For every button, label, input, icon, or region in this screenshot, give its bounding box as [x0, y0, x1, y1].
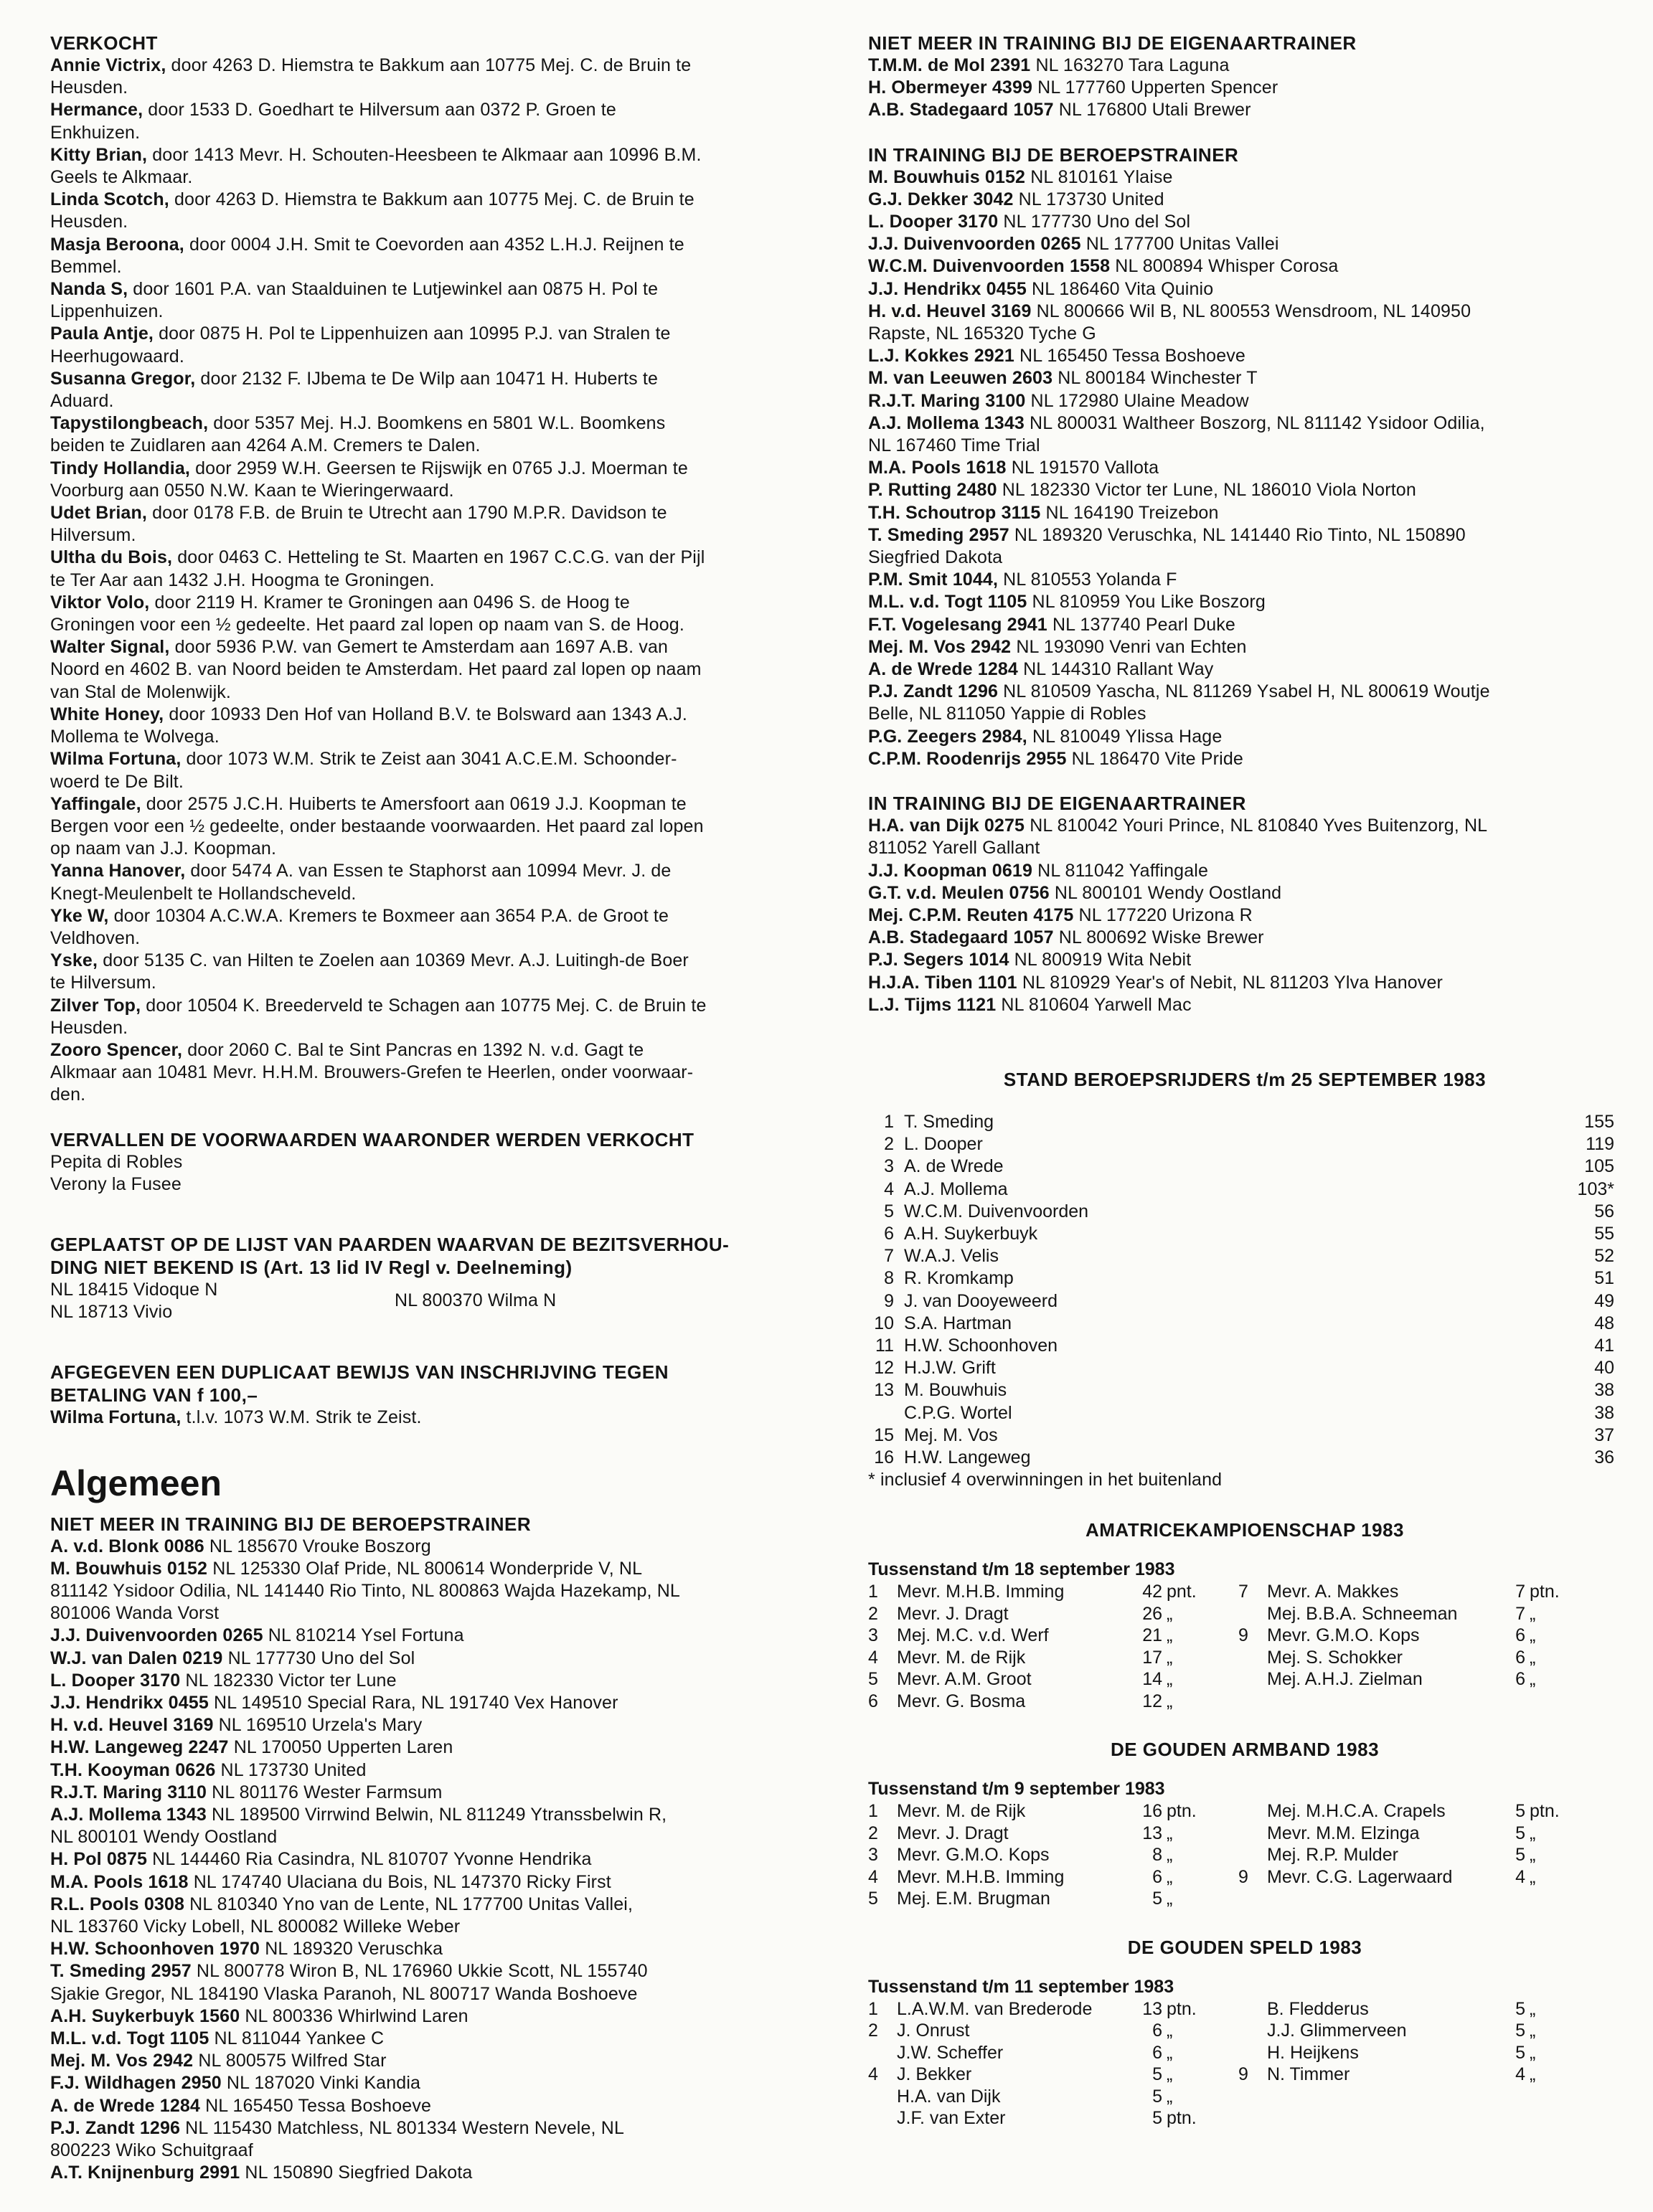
entry-line: Voorburg aan 0550 N.W. Kaan te Wieringerwaard.	[50, 480, 454, 501]
section-heading: VERVALLEN DE VOORWAARDEN WAARONDER WERDEN VERKOCHT	[50, 1128, 694, 1150]
entry-line: R.J.T. Maring 3100 NL 172980 Ulaine Meadow	[868, 390, 1249, 411]
entry-line: A.J. Mollema 1343 NL 800031 Waltheer Boszorg, NL 811142 Ysidoor Odilia,	[868, 412, 1485, 433]
standings-row: 4 A.J. Mollema 103*	[884, 1178, 1614, 1199]
ranking-row: J.W. Scheffer 6 „ H. Heijkens 5 „	[897, 2042, 1536, 2063]
entry-line: R.L. Pools 0308 NL 810340 Yno van de Lente, NL 177700 Unitas Vallei,	[50, 1894, 634, 1914]
entry-line: woerd te De Bilt.	[50, 771, 184, 792]
bezit-section	[50, 1233, 811, 1323]
entry-line: H.J.A. Tiben 1101 NL 810929 Year's of Nebit, NL 811203 Ylva Hanover	[868, 972, 1443, 993]
entry-line: Mej. C.P.M. Reuten 4175 NL 177220 Urizona R	[868, 904, 1253, 925]
entry-line: Belle, NL 811050 Yappie di Robles	[868, 704, 1146, 724]
standings-row: 6 A.H. Suykerbuyk 55	[884, 1223, 1614, 1244]
armband-subtitle: Tussenstand t/m 9 september 1983	[868, 1779, 1165, 1800]
entry-line: Sjakie Gregor, NL 184190 Vlaska Paranoh, NL 800717 Wanda Boshoeve	[50, 1983, 638, 2004]
entry-line: Kitty Brian, door 1413 Mevr. H. Schouten-Heesbeen te Alkmaar aan 10996 B.M.	[50, 144, 702, 165]
entry-line: A.B. Stadegaard 1057 NL 176800 Utali Brewer	[868, 100, 1251, 120]
entry-line: H. Obermeyer 4399 NL 177760 Upperten Spencer	[868, 77, 1278, 98]
entry-line: Geels te Alkmaar.	[50, 167, 193, 188]
entry-line: 800223 Wiko Schuitgraaf	[50, 2140, 253, 2161]
ranking-row: 5 Mej. E.M. Brugman 5 „	[868, 1889, 1173, 1909]
entry-line: M.L. v.d. Togt 1105 NL 811044 Yankee C	[50, 2028, 385, 2049]
entry-line: Veldhoven.	[50, 927, 141, 948]
right-column	[868, 32, 1621, 2130]
bezit-entry: NL 18713 Vivio	[50, 1302, 173, 1323]
entry-line: Bergen voor een ½ gedeelte, onder bestaande voorwaarden. Het paard zal lopen	[50, 816, 704, 836]
left-column	[50, 32, 811, 2184]
bezit-entry: NL 800370 Wilma N	[395, 1290, 557, 1310]
right-sections	[868, 32, 1621, 1016]
standings-row: C.P.G. Wortel 38	[904, 1402, 1614, 1423]
ranking-row: 3 Mej. M.C. v.d. Werf 21 „ 9 Mevr. G.M.O. Kops 6 „	[868, 1625, 1536, 1646]
entry-line: M.A. Pools 1618 NL 191570 Vallota	[868, 458, 1159, 478]
entry-line: op naam van J.J. Koopman.	[50, 838, 277, 859]
entry-line: Mollema te Wolvega.	[50, 727, 220, 747]
entry-line: Annie Victrix, door 4263 D. Hiemstra te Bakkum aan 10775 Mej. C. de Bruin te	[50, 55, 692, 75]
ranking-row: 2 Mevr. J. Dragt 13 „ Mevr. M.M. Elzinga 5 „	[868, 1823, 1536, 1843]
entry-line: 811052 Yarell Gallant	[868, 838, 1040, 859]
entry-line: te Hilversum.	[50, 973, 156, 993]
entry-line: Verony la Fusee	[50, 1173, 182, 1194]
entry-line: NL 183760 Vicky Lobell, NL 800082 Willeke Weber	[50, 1916, 461, 1937]
entry-line: W.J. van Dalen 0219 NL 177730 Uno del Sol	[50, 1648, 415, 1668]
entry-line: W.C.M. Duivenvoorden 1558 NL 800894 Whisper Corosa	[868, 256, 1339, 277]
entry-line: T. Smeding 2957 NL 800778 Wiron B, NL 176960 Ukkie Scott, NL 155740	[50, 1961, 648, 1982]
ranking-row: 6 Mevr. G. Bosma 12 „	[868, 1691, 1173, 1711]
entry-line: P.J. Zandt 1296 NL 115430 Matchless, NL 801334 Western Nevele, NL	[50, 2117, 624, 2138]
entry-line: Yske, door 5135 C. van Hilten te Zoelen aan 10369 Mevr. A.J. Luitingh-de Boer	[50, 950, 689, 971]
armband-title: DE GOUDEN ARMBAND 1983	[1110, 1739, 1380, 1761]
section-heading: NIET MEER IN TRAINING BIJ DE BEROEPSTRAINER	[50, 1513, 532, 1535]
entry-line: Viktor Volo, door 2119 H. Kramer te Groningen aan 0496 S. de Hoog te	[50, 592, 630, 613]
entry-line: Heerhugowaard.	[50, 346, 184, 367]
entry-line: L.J. Tijms 1121 NL 810604 Yarwell Mac	[868, 994, 1192, 1015]
bezit-entry: NL 18415 Vidoque N	[50, 1279, 218, 1300]
entry-line: 811142 Ysidoor Odilia, NL 141440 Rio Tinto, NL 800863 Wajda Hazekamp, NL	[50, 1580, 680, 1601]
ranking-row: J.F. van Exter 5 ptn.	[897, 2108, 1197, 2129]
entry-line: Heusden.	[50, 77, 128, 98]
standings-row: 12 H.J.W. Grift 40	[874, 1358, 1614, 1379]
armband-section	[868, 1738, 1621, 1910]
ranking-row: 4 J. Bekker 5 „ 9 N. Timmer 4 „	[868, 2064, 1536, 2085]
entry-line: T.H. Schoutrop 3115 NL 164190 Treizebon	[868, 502, 1219, 523]
entry-line: Udet Brian, door 0178 F.B. de Bruin te Utrecht aan 1790 M.P.R. Davidson te	[50, 503, 667, 524]
entry-line: J.J. Duivenvoorden 0265 NL 810214 Ysel Fortuna	[50, 1625, 464, 1646]
entry-line: T.M.M. de Mol 2391 NL 163270 Tara Laguna	[868, 55, 1230, 75]
standings-row: 9 J. van Dooyeweerd 49	[884, 1290, 1614, 1311]
section-heading: IN TRAINING BIJ DE BEROEPSTRAINER	[868, 143, 1239, 166]
speld-section	[868, 1936, 1621, 2130]
stand-section	[868, 1068, 1621, 1491]
entry-line: Linda Scotch, door 4263 D. Hiemstra te Bakkum aan 10775 Mej. C. de Bruin te	[50, 189, 694, 210]
entry-line: M. Bouwhuis 0152 NL 810161 Ylaise	[868, 166, 1173, 187]
entry-line: M. van Leeuwen 2603 NL 800184 Winchester T	[868, 368, 1258, 389]
entry-line: P. Rutting 2480 NL 182330 Victor ter Lune, NL 186010 Viola Norton	[868, 480, 1416, 501]
standings-row: 2 L. Dooper 119	[884, 1134, 1614, 1155]
standings-row: 3 A. de Wrede 105	[884, 1156, 1614, 1177]
entry-line: A. de Wrede 1284 NL 144310 Rallant Way	[868, 659, 1214, 680]
speld-title: DE GOUDEN SPELD 1983	[1127, 1936, 1362, 1958]
ranking-row: 5 Mevr. A.M. Groot 14 „ Mej. A.H.J. Zielman 6 „	[868, 1669, 1536, 1690]
duplicaat-section	[50, 1361, 811, 1429]
entry-line: Yaffingale, door 2575 J.C.H. Huiberts te Amersfoort aan 0619 J.J. Koopman te	[50, 793, 687, 814]
entry-line: Heusden.	[50, 212, 128, 232]
ranking-row: 1 Mevr. M.H.B. Imming 42 pnt. 7 Mevr. A. Makkes 7 ptn.	[868, 1582, 1560, 1602]
entry-line: J.J. Duivenvoorden 0265 NL 177700 Unitas Vallei	[868, 234, 1279, 255]
entry-line: beiden te Zuidlaren aan 4264 A.M. Cremers te Dalen.	[50, 435, 481, 456]
entry-line: P.G. Zeegers 2984, NL 810049 Ylissa Hage	[868, 726, 1223, 747]
entry-line: Masja Beroona, door 0004 J.H. Smit te Coevorden aan 4352 L.H.J. Reijnen te	[50, 234, 684, 255]
entry-line: P.J. Segers 1014 NL 800919 Wita Nebit	[868, 950, 1192, 970]
entry-line: P.M. Smit 1044, NL 810553 Yolanda F	[868, 569, 1177, 590]
section	[868, 143, 1621, 770]
section-heading: BETALING VAN f 100,–	[50, 1384, 258, 1407]
entry-line: Pepita di Robles	[50, 1151, 183, 1172]
entry-line: Aduard.	[50, 391, 114, 412]
entry-line: L. Dooper 3170 NL 177730 Uno del Sol	[868, 212, 1191, 232]
entry-line: den.	[50, 1084, 86, 1105]
entry-line: Groningen voor een ½ gedeelte. Het paard zal lopen op naam van S. de Hoog.	[50, 615, 684, 635]
algemeen-title: Algemeen	[50, 1462, 222, 1503]
section-heading: IN TRAINING BIJ DE EIGENAARTRAINER	[868, 793, 1246, 815]
entry-line: Zooro Spencer, door 2060 C. Bal te Sint Pancras en 1392 N. v.d. Gagt te	[50, 1039, 644, 1060]
entry-line: Tindy Hollandia, door 2959 W.H. Geersen te Rijswijk en 0765 J.J. Moerman te	[50, 458, 688, 478]
stand-title: STAND BEROEPSRIJDERS t/m 25 SEPTEMBER 1983	[1003, 1068, 1487, 1090]
ranking-row: H.A. van Dijk 5 „	[897, 2086, 1173, 2107]
standings-row: 16 H.W. Langeweg 36	[874, 1447, 1614, 1467]
standings-row: 15 Mej. M. Vos 37	[874, 1424, 1614, 1445]
entry-line: H.W. Langeweg 2247 NL 170050 Upperten Laren	[50, 1737, 453, 1758]
section-heading: VERKOCHT	[50, 32, 158, 54]
entry-line: Siegfried Dakota	[868, 547, 1003, 568]
entry-line: Enkhuizen.	[50, 122, 141, 143]
entry-line: A.T. Knijnenburg 2991 NL 150890 Siegfried Dakota	[50, 2163, 473, 2183]
entry-line: Zilver Top, door 10504 K. Breederveld te Schagen aan 10775 Mej. C. de Bruin te	[50, 995, 707, 1016]
entry-line: Knegt-Meulenbelt te Hollandscheveld.	[50, 883, 357, 904]
entry-line: Wilma Fortuna, door 1073 W.M. Strik te Zeist aan 3041 A.C.E.M. Schoonder-	[50, 749, 677, 770]
entry-line: Hermance, door 1533 D. Goedhart te Hilversum aan 0372 P. Groen te	[50, 100, 616, 120]
ranking-row: 1 L.A.W.M. van Brederode 13 ptn. B. Fledderus 5 „	[868, 1998, 1536, 2019]
amatrice-title: AMATRICEKAMPIOENSCHAP 1983	[1085, 1519, 1404, 1541]
entry-line: P.J. Zandt 1296 NL 810509 Yascha, NL 811269 Ysabel H, NL 800619 Woutje	[868, 681, 1490, 702]
entry-line: J.J. Hendrikx 0455 NL 149510 Special Rara, NL 191740 Vex Hanover	[50, 1692, 618, 1713]
entry-line: R.J.T. Maring 3110 NL 801176 Wester Farmsum	[50, 1782, 443, 1802]
standings-row: 5 W.C.M. Duivenvoorden 56	[884, 1201, 1614, 1221]
entry-line: Rapste, NL 165320 Tyche G	[868, 323, 1096, 344]
entry-line: Alkmaar aan 10481 Mevr. H.H.M. Brouwers-Grefen te Heerlen, onder voorwaar-	[50, 1062, 694, 1083]
entry-line: C.P.M. Roodenrijs 2955 NL 186470 Vite Pride	[868, 748, 1243, 769]
section	[868, 792, 1621, 1016]
entry-line: F.T. Vogelesang 2941 NL 137740 Pearl Duke	[868, 614, 1235, 635]
entry-line: te Ter Aar aan 1432 J.H. Hoogma te Groningen.	[50, 569, 435, 590]
entry-line: Noord en 4602 B. van Noord beiden te Amsterdam. Het paard zal lopen op naam	[50, 659, 702, 680]
entry-line: Lippenhuizen.	[50, 301, 164, 322]
entry-line: 801006 Wanda Vorst	[50, 1603, 220, 1624]
entry-line: H.A. van Dijk 0275 NL 810042 Youri Prince, NL 810840 Yves Buitenzorg, NL	[868, 816, 1488, 836]
entry-line: Hilversum.	[50, 525, 136, 546]
entry-line: G.T. v.d. Meulen 0756 NL 800101 Wendy Oostland	[868, 882, 1282, 903]
entry-line: M.A. Pools 1618 NL 174740 Ulaciana du Bois, NL 147370 Ricky First	[50, 1871, 611, 1892]
speld-subtitle: Tussenstand t/m 11 september 1983	[868, 1976, 1174, 1997]
ranking-row: 2 Mevr. J. Dragt 26 „ Mej. B.B.A. Schneeman 7 „	[868, 1603, 1536, 1624]
entry-line: NL 800101 Wendy Oostland	[50, 1827, 278, 1848]
section-heading: GEPLAATST OP DE LIJST VAN PAARDEN WAARVAN DE BEZITSVERHOU-	[50, 1233, 730, 1255]
entry-line: J.J. Koopman 0619 NL 811042 Yaffingale	[868, 860, 1209, 881]
standings-row: 1 T. Smeding 155	[884, 1111, 1614, 1132]
entry-line: L.J. Kokkes 2921 NL 165450 Tessa Boshoeve	[868, 346, 1245, 367]
entry-line: Yke W, door 10304 A.C.W.A. Kremers te Boxmeer aan 3654 P.A. de Groot te	[50, 905, 669, 926]
entry-line: Paula Antje, door 0875 H. Pol te Lippenhuizen aan 10995 P.J. van Stralen te	[50, 323, 671, 344]
entry-line: J.J. Hendrikx 0455 NL 186460 Vita Quinio	[868, 278, 1214, 299]
entry-line: A.B. Stadegaard 1057 NL 800692 Wiske Brewer	[868, 927, 1264, 948]
standings-row: 13 M. Bouwhuis 38	[874, 1380, 1614, 1401]
entry-line: Mej. M. Vos 2942 NL 193090 Venri van Echten	[868, 636, 1247, 657]
entry-line: Ultha du Bois, door 0463 C. Hetteling te St. Maarten en 1967 C.C.G. van der Pijl	[50, 547, 705, 568]
entry-line: T. Smeding 2957 NL 189320 Veruschka, NL 141440 Rio Tinto, NL 150890	[868, 524, 1466, 545]
algemeen-section	[50, 1513, 811, 2185]
ranking-row: 4 Mevr. M. de Rijk 17 „ Mej. S. Schokker 6 „	[868, 1647, 1536, 1668]
entry-line: Walter Signal, door 5936 P.W. van Gemert te Amsterdam aan 1697 A.B. van	[50, 637, 669, 658]
entry-line: L. Dooper 3170 NL 182330 Victor ter Lune	[50, 1670, 397, 1691]
ranking-row: 3 Mevr. G.M.O. Kops 8 „ Mej. R.P. Mulder 5 „	[868, 1845, 1536, 1866]
entry-line: Yanna Hanover, door 5474 A. van Essen te Staphorst aan 10994 Mevr. J. de	[50, 861, 672, 882]
entry-line: Tapystilongbeach, door 5357 Mej. H.J. Boomkens en 5801 W.L. Boomkens	[50, 413, 666, 434]
ranking-row: 1 Mevr. M. de Rijk 16 ptn. Mej. M.H.C.A. Crapels 5 ptn.	[868, 1801, 1560, 1822]
entry-line: A. v.d. Blonk 0086 NL 185670 Vrouke Boszorg	[50, 1536, 431, 1556]
entry-line: Susanna Gregor, door 2132 F. IJbema te De Wilp aan 10471 H. Huberts te	[50, 368, 659, 389]
entry-line: F.J. Wildhagen 2950 NL 187020 Vinki Kandia	[50, 2073, 421, 2094]
duplicaat-entry: Wilma Fortuna, t.l.v. 1073 W.M. Strik te Zeist.	[50, 1407, 422, 1428]
entry-line: Mej. M. Vos 2942 NL 800575 Wilfred Star	[50, 2051, 387, 2071]
standings-row: 8 R. Kromkamp 51	[884, 1268, 1614, 1289]
entry-line: van Stal de Molenwijk.	[50, 681, 232, 702]
section-heading: NIET MEER IN TRAINING BIJ DE EIGENAARTRAINER	[868, 32, 1357, 54]
left-sections	[50, 32, 811, 1196]
entry-line: White Honey, door 10933 Den Hof van Holland B.V. te Bolsward aan 1343 A.J.	[50, 704, 687, 724]
amatrice-subtitle: Tussenstand t/m 18 september 1983	[868, 1559, 1175, 1580]
section	[50, 32, 811, 1107]
entry-line: NL 167460 Time Trial	[868, 435, 1040, 456]
section-heading: AFGEGEVEN EEN DUPLICAAT BEWIJS VAN INSCHRIJVING TEGEN	[50, 1361, 669, 1384]
standings-row: 10 S.A. Hartman 48	[874, 1313, 1614, 1333]
entry-line: H. Pol 0875 NL 144460 Ria Casindra, NL 810707 Yvonne Hendrika	[50, 1849, 592, 1870]
entry-line: A. de Wrede 1284 NL 165450 Tessa Boshoeve	[50, 2095, 432, 2116]
standings-row: 7 W.A.J. Velis 52	[884, 1246, 1614, 1267]
section	[868, 32, 1621, 122]
entry-line: H.W. Schoonhoven 1970 NL 189320 Veruschka	[50, 1939, 443, 1960]
entry-line: T.H. Kooyman 0626 NL 173730 United	[50, 1759, 367, 1780]
entry-line: H. v.d. Heuvel 3169 NL 800666 Wil B, NL 800553 Wensdroom, NL 140950	[868, 301, 1471, 321]
entry-line: M. Bouwhuis 0152 NL 125330 Olaf Pride, NL 800614 Wonderpride V, NL	[50, 1558, 643, 1579]
section-heading: DING NIET BEKEND IS (Art. 13 lid IV Regl v. Deelneming)	[50, 1256, 573, 1278]
amatrice-section	[868, 1518, 1621, 1712]
entry-line: G.J. Dekker 3042 NL 173730 United	[868, 189, 1164, 209]
entry-line: Bemmel.	[50, 256, 122, 277]
ranking-row: 2 J. Onrust 6 „ J.J. Glimmerveen 5 „	[868, 2020, 1536, 2041]
entry-line: M.L. v.d. Togt 1105 NL 810959 You Like Boszorg	[868, 592, 1266, 613]
section	[50, 1128, 811, 1196]
entry-line: Heusden.	[50, 1017, 128, 1038]
ranking-row: 4 Mevr. M.H.B. Imming 6 „ 9 Mevr. C.G. Lagerwaard 4 „	[868, 1866, 1536, 1887]
entry-line: A.H. Suykerbuyk 1560 NL 800336 Whirlwind Laren	[50, 2005, 468, 2026]
standings-row: 11 H.W. Schoonhoven 41	[875, 1335, 1614, 1356]
entry-line: A.J. Mollema 1343 NL 189500 Virrwind Belwin, NL 811249 Ytranssbelwin R,	[50, 1805, 667, 1825]
stand-footnote: * inclusief 4 overwinningen in het buitenland	[868, 1470, 1223, 1490]
entry-line: H. v.d. Heuvel 3169 NL 169510 Urzela's Mary	[50, 1715, 423, 1736]
entry-line: Nanda S, door 1601 P.A. van Staalduinen te Lutjewinkel aan 0875 H. Pol te	[50, 279, 659, 300]
